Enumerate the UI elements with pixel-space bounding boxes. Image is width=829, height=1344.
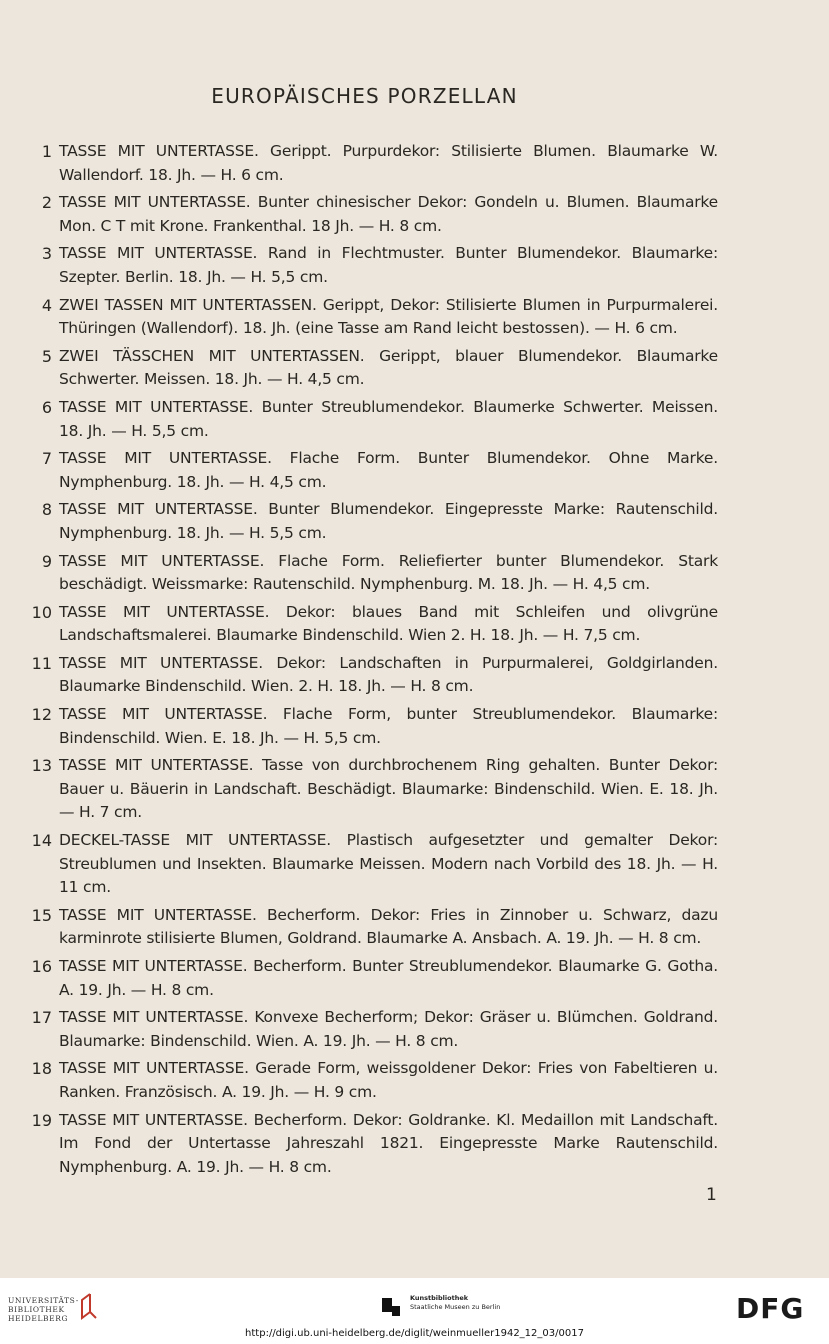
entry-number: 13 <box>31 756 52 776</box>
entry-text: TASSE MIT UNTERTASSE. Rand in Flechtmuster. Bunter Blumendekor. Blaumarke: Szepter. Berlin. 18. Jh. — H. 5,5 cm. <box>59 244 718 286</box>
catalog-entry <box>18 191 718 238</box>
entry-number: 15 <box>31 905 52 925</box>
entry-number: 11 <box>31 653 52 673</box>
entry-text: TASSE MIT UNTERTASSE. Becherform. Dekor: Fries in Zinnober u. Schwarz, dazu karminrote stilisierte Blumen, Goldrand. Blaumarke A. Ansbach. A. 19. Jh. — H. 8 cm. <box>59 905 718 948</box>
entry-text: TASSE MIT UNTERTASSE. Gerade Form, weissgoldener Dekor: Fries von Fabeltieren u. Ranken. Französisch. A. 19. Jh. — H. 9 cm. <box>59 1059 718 1101</box>
entry-text: TASSE MIT UNTERTASSE. Flache Form. Bunter Blumendekor. Ohne Marke. Nymphenburg. 18. Jh. — H. 4,5 cm. <box>59 449 718 491</box>
entry-number: 3 <box>41 244 52 264</box>
entry-number: 17 <box>31 1008 52 1028</box>
catalog-entry <box>18 1109 718 1180</box>
catalog-entry <box>18 955 718 1002</box>
university-logo-icon <box>76 1292 100 1322</box>
page-title: EUROPÄISCHES PORZELLAN <box>211 84 518 108</box>
catalog-entry <box>18 242 718 289</box>
catalog-entry <box>18 754 718 825</box>
entry-number: 10 <box>31 602 52 622</box>
entry-text: TASSE MIT UNTERTASSE. Bunter Blumendekor. Eingepresste Marke: Rautenschild. Nymphenburg. 18. Jh. — H. 5,5 cm. <box>59 500 718 542</box>
entry-text: TASSE MIT UNTERTASSE. Flache Form, bunter Streublumendekor. Blaumarke: Bindenschild. Wien. E. 18. Jh. — H. 5,5 cm. <box>59 705 718 747</box>
entry-text: TASSE MIT UNTERTASSE. Gerippt. Purpurdekor: Stilisierte Blumen. Blaumarke W. Wallendorf. 18. Jh. — H. 6 cm. <box>59 142 718 184</box>
university-library-label <box>8 1296 79 1323</box>
source-url: http://digi.ub.uni-heidelberg.de/diglit/weinmueller1942_12_03/0017 <box>245 1328 584 1339</box>
entry-number: 9 <box>41 551 52 571</box>
entry-text: TASSE MIT UNTERTASSE. Becherform. Dekor: Goldranke. Kl. Medaillon mit Landschaft. Im Fond der Untertasse Jahreszahl 1821. Eingepresste Marke Rautenschild. Nymphenburg. A. 19. Jh. — H. 8 cm. <box>59 1110 718 1176</box>
kunstbibliothek-subtitle: Staatliche Museen zu Berlin <box>410 1303 501 1311</box>
university-line-3: HEIDELBERG <box>8 1314 69 1323</box>
catalog-entry <box>18 140 718 187</box>
entry-text: TASSE MIT UNTERTASSE. Dekor: Landschaften in Purpurmalerei, Goldgirlanden. Blaumarke Bindenschild. Wien. 2. H. 18. Jh. — H. 8 cm. <box>59 653 718 696</box>
kunstbibliothek-label <box>410 1294 500 1312</box>
entry-text: TASSE MIT UNTERTASSE. Dekor: blaues Band mit Schleifen und olivgrüne Landschaftsmalerei. Blaumarke Bindenschild. Wien 2. H. 18. Jh. — H. 7,5 cm. <box>59 602 718 645</box>
entry-number: 18 <box>31 1059 52 1079</box>
catalog-entry <box>18 447 718 494</box>
catalog-entry <box>18 1006 718 1053</box>
entry-number: 6 <box>41 397 52 417</box>
footer <box>0 1278 829 1344</box>
catalog-entry <box>18 396 718 443</box>
entry-number: 14 <box>31 831 52 851</box>
entry-number: 4 <box>41 295 52 315</box>
university-line-2: BIBLIOTHEK <box>8 1305 65 1314</box>
entry-number: 1 <box>41 142 52 161</box>
entry-number: 7 <box>41 449 52 469</box>
entry-text: TASSE MIT UNTERTASSE. Tasse von durchbrochenem Ring gehalten. Bunter Dekor: Bauer u. Bäuerin in Landschaft. Beschädigt. Blaumarke: Bindenschild. Wien. E. 18. Jh. — H. 7 cm. <box>59 756 718 822</box>
catalog-entry <box>18 1057 718 1104</box>
entry-number: 19 <box>31 1110 52 1130</box>
university-line-1: UNIVERSITÄTS- <box>8 1296 79 1305</box>
page-number: 1 <box>706 1185 717 1205</box>
catalog-entries <box>18 140 718 1183</box>
catalog-entry <box>18 904 718 951</box>
entry-text: DECKEL-TASSE MIT UNTERTASSE. Plastisch aufgesetzter und gemalter Dekor: Streublumen und Insekten. Blaumarke Meissen. Modern nach Vorbild des 18. Jh. — H. 11 cm. <box>59 831 718 897</box>
entry-number: 8 <box>41 500 52 520</box>
catalog-entry <box>18 703 718 750</box>
catalog-entry <box>18 829 718 900</box>
kunstbibliothek-title: Kunstbibliothek <box>410 1294 469 1302</box>
entry-text: TASSE MIT UNTERTASSE. Flache Form. Reliefierter bunter Blumendekor. Stark beschädigt. Weissmarke: Rautenschild. Nymphenburg. M. 18. Jh. — H. 4,5 cm. <box>59 551 718 594</box>
dfg-logo: DFG <box>736 1292 805 1325</box>
entry-text: ZWEI TASSEN MIT UNTERTASSEN. Gerippt, Dekor: Stilisierte Blumen in Purpurmalerei. Thüringen (Wallendorf). 18. Jh. (eine Tasse am Rand leicht bestossen). — H. 6 cm. <box>59 295 718 338</box>
entry-text: TASSE MIT UNTERTASSE. Becherform. Bunter Streublumendekor. Blaumarke G. Gotha. A. 19. Jh. — H. 8 cm. <box>59 957 718 999</box>
catalog-entry <box>18 550 718 597</box>
entry-text: TASSE MIT UNTERTASSE. Bunter chinesischer Dekor: Gondeln u. Blumen. Blaumarke Mon. C T mit Krone. Frankenthal. 18 Jh. — H. 8 cm. <box>59 193 718 235</box>
entry-number: 12 <box>31 705 52 725</box>
entry-text: TASSE MIT UNTERTASSE. Konvexe Becherform; Dekor: Gräser u. Blümchen. Goldrand. Blaumarke: Bindenschild. Wien. A. 19. Jh. — H. 8 cm. <box>59 1008 718 1050</box>
kunstbibliothek-logo-icon <box>380 1296 402 1318</box>
catalog-entry <box>18 345 718 392</box>
entry-number: 16 <box>31 957 52 976</box>
entry-text: TASSE MIT UNTERTASSE. Bunter Streublumendekor. Blaumerke Schwerter. Meissen. 18. Jh. — H. 5,5 cm. <box>59 397 718 440</box>
catalog-entry <box>18 498 718 545</box>
entry-number: 2 <box>41 193 52 213</box>
catalog-entry <box>18 601 718 648</box>
entry-text: ZWEI TÄSSCHEN MIT UNTERTASSEN. Gerippt, blauer Blumendekor. Blaumarke Schwerter. Meissen. 18. Jh. — H. 4,5 cm. <box>59 346 718 389</box>
entry-number: 5 <box>41 346 52 366</box>
catalog-entry <box>18 294 718 341</box>
catalog-entry <box>18 652 718 699</box>
